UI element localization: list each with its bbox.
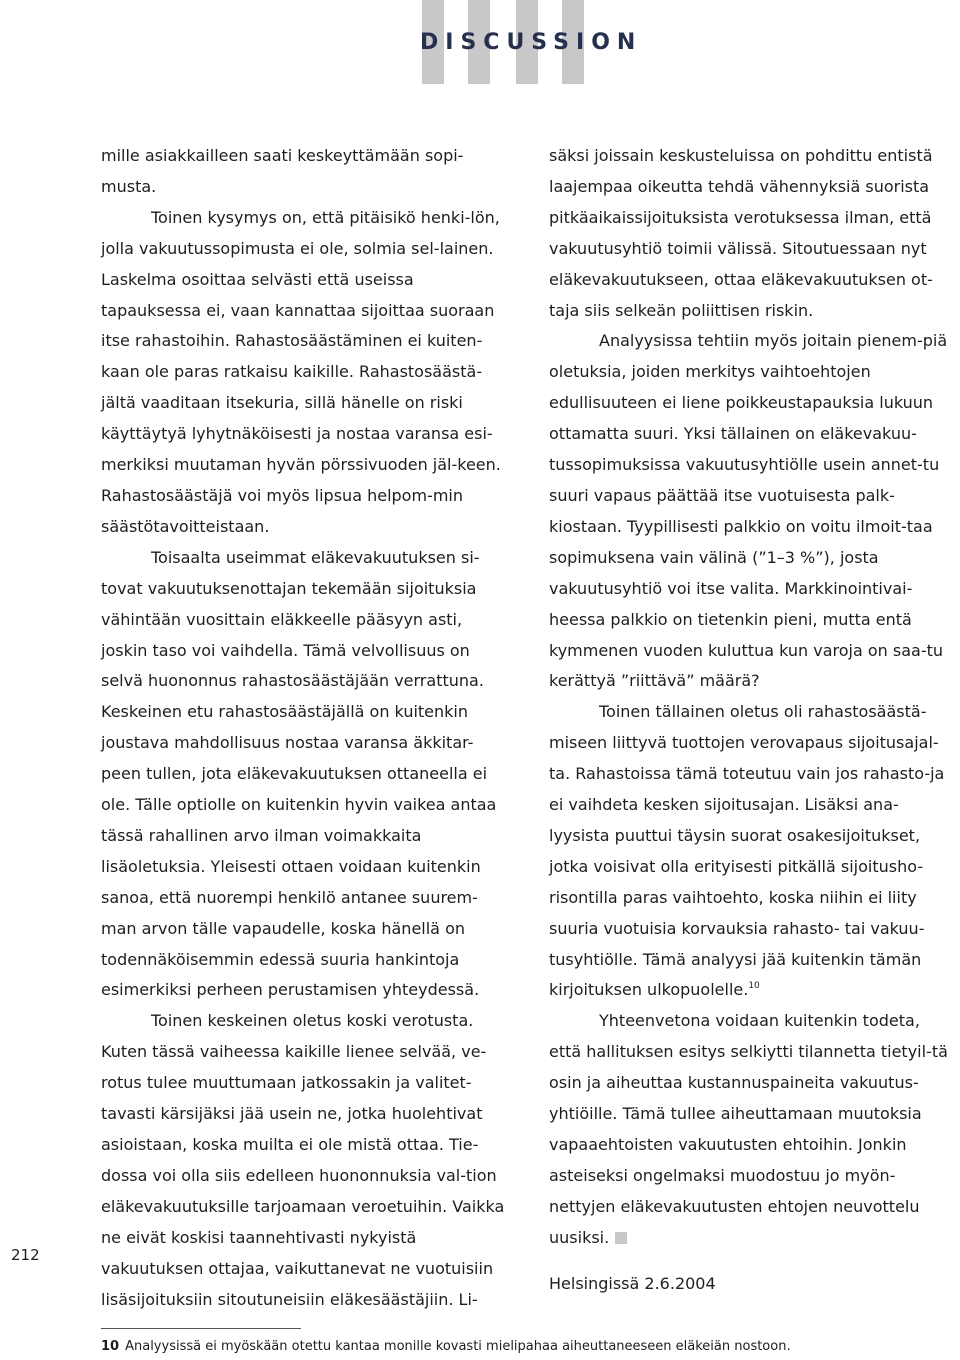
footnote-number: 10	[101, 1339, 120, 1354]
paragraph: Toisaalta useimmat eläkevakuutuksen si-tovat vakuutuksenottajan tekemään sijoituksia vähintään vuosittain eläkkeelle pääsyyn asti, joskin taso voi vaihdella. Tämä velvollisuus on selvä huononnus rahastosäästäjään verrattuna. Keskeinen etu rahastosäästäjällä on kuitenkin joustava mahdollisuus nostaa varansa äkkitar-peen tullen, jota eläkevakuutuksen ottaneella ei ole. Tälle optiolle on kuitenkin hyvin vaikea antaa tässä rahallinen arvo ilman voimakkaita lisäoletuksia. Yleisesti ottaen voidaan kuitenkin sanoa, että nuorempi henkilö antanee suurem-man arvon tälle vapaudelle, koska hänellä on todennäköisemmin edessä suuria hankintoja esimerkiksi perheen perustamisen yhteydessä.	[101, 547, 497, 1000]
paragraph: Toinen kysymys on, että pitäisikö henki-lön, jolla vakuutussopimusta ei ole, solmia sel-lainen. Laskelma osoittaa selvästi että useissa tapauksessa ei, vaan kannattaa sijoittaa suoraan itse rahastoihin. Rahastosäästäminen ei kuiten-kaan ole paras ratkaisu kaikille. Rahastosäästä-jältä vaaditaan itsekuria, sillä hänelle on riski käyttäytyä lyhytnäköisesti ja nostaa varansa esi-merkiksi muutaman hyvän pörssivuoden jäl-keen. Rahastosäästäjä voi myös lipsua helpom-min säästötavoitteistaan.	[101, 207, 501, 536]
paragraph: Toinen keskeinen oletus koski verotusta. Kuten tässä vaiheessa kaikille lienee selvää, ve-rotus tulee muuttumaan jatkossakin ja valitet-tavasti kärsijäksi jää usein ne, jotka huolehtivat asioistaan, koska muilta ei ole mistä ottaa. Tie-dossa voi olla siis edelleen huononnuksia val-tion eläkevakuutuksille tarjoamaan veroetuihin. Vaikka ne eivät koskisi taannehtivasti nykyistä vakuutuksen ottajaa, vaikuttanevat ne vuotuisiin lisäsijoituksiin sitoutuneisiin eläkesäästäjiin. Li-	[101, 1011, 505, 1309]
footnote	[101, 1338, 951, 1356]
page-number: 212	[11, 1246, 40, 1264]
paragraph	[549, 1006, 955, 1253]
signoff: Helsingissä 2.6.2004	[549, 1274, 716, 1293]
paragraph-text: Toinen tällainen oletus oli rahastosäästä-miseen liittyvä tuottojen verovapaus sijoitusajal-ta. Rahastoissa tämä toteutuu vain jos rahasto-ja ei vaihdeta kesken sijoitusajan. Lisäksi ana-lyysista puuttui täysin suorat osakesijoitukset, jotka voisivat olla erityisesti pitkällä sijoitusho-risontilla paras vaihtoehto, koska niihin ei liity suuria vuotuisia korvauksia rahasto- tai vakuu-tusyhtiölle. Tämä analyysi jää kuitenkin tämän kirjoituksen ulkopuolelle.	[549, 702, 945, 1000]
end-of-article-icon	[615, 1232, 627, 1244]
footnote-divider	[101, 1328, 301, 1329]
section-title: DISCUSSION	[420, 30, 643, 55]
paragraph	[549, 697, 955, 1006]
footnote-reference[interactable]: 10	[748, 981, 760, 992]
paragraph: Analyysissa tehtiin myös joitain pienem-piä oletuksia, joiden merkitys vaihtoehtojen edullisuuteen ei liene poikkeustapauksia lukuun ottamatta suuri. Yksi tällainen on eläkevakuu-tussopimuksissa vakuutusyhtiölle usein annet-tu suuri vapaus päättää itse vuotuisesta palk-kiostaan. Tyypillisesti palkkio on voitu ilmoit-taa sopimuksena vain välinä (”1–3 %”), josta vakuutusyhtiö voi itse valita. Markkinointivai-heessa palkkio on tietenkin pieni, mutta entä kymmenen vuoden kuluttua kun varoja on saa-tu kerättyä ”riittävä” määrä?	[549, 331, 948, 691]
footnote-text: Analyysissä ei myöskään otettu kantaa monille kovasti mielipahaa aiheuttaneeseen eläkeiän nostoon.	[125, 1339, 791, 1354]
paragraph: mille asiakkailleen saati keskeyttämään sopi-musta.	[101, 146, 464, 196]
paragraph-text: Yhteenvetona voidaan kuitenkin todeta, että hallituksen esitys selkiytti tilannetta tietyil-tä osin ja aiheuttaa kustannuspaineita vakuutus-yhtiöille. Tämä tullee aiheuttamaan muutoksia vapaaehtoisten vakuutusten ehtoihin. Jonkin asteiseksi ongelmaksi muodostuu jo myön-nettyjen eläkevakuutusten ehtojen neuvottelu uusiksi.	[549, 1011, 948, 1247]
right-column	[549, 141, 955, 1254]
left-column	[101, 141, 507, 1315]
paragraph: säksi joissain keskusteluissa on pohdittu entistä laajempaa oikeutta tehdä vähennyksiä suorista pitkäaikaissijoituksista verotuksessa ilman, että vakuutusyhtiö toimii välissä. Sitoutuessaan nyt eläkevakuutukseen, ottaa eläkevakuutuksen ot-taja siis selkeän poliittisen riskin.	[549, 146, 933, 320]
